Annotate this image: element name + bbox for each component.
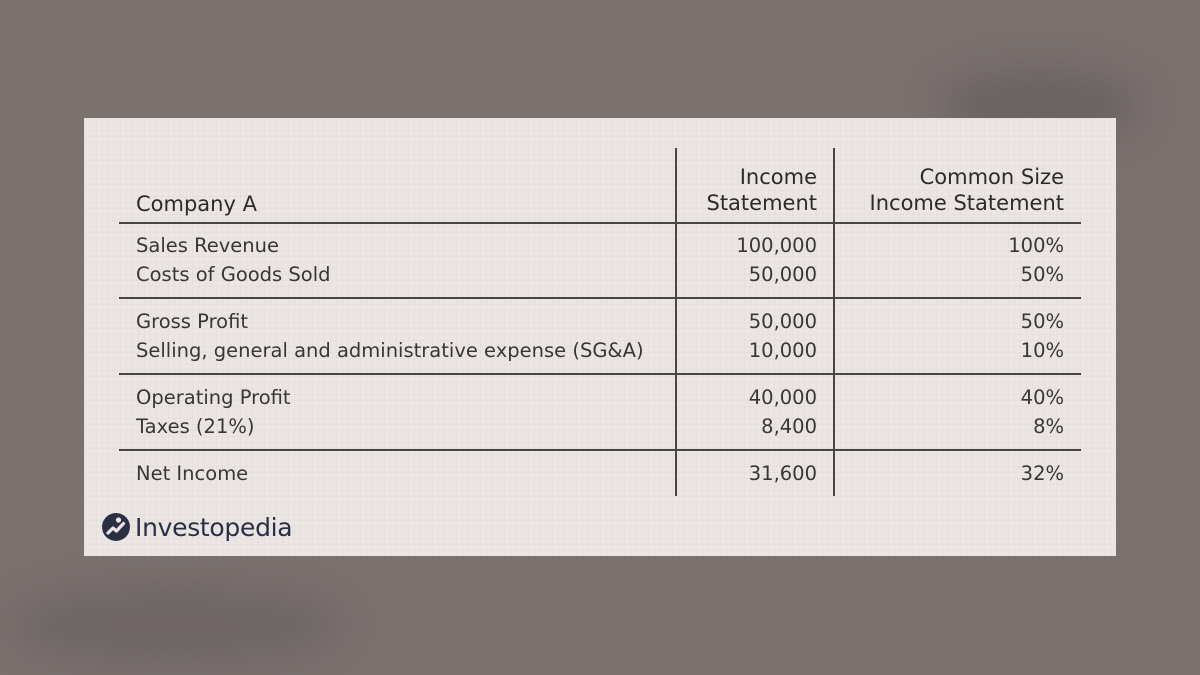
table-row-group [119,375,1081,451]
brand-name: Investopedia [135,512,293,542]
background-blur-shape [10,585,340,665]
row-labels [119,375,675,449]
row-value: 50,000 [748,263,817,286]
row-value: 10,000 [748,339,817,362]
income-statement-table [119,148,1081,496]
row-percent: 40% [1020,386,1064,409]
row-labels [119,299,675,373]
row-percent: 8% [1033,415,1064,438]
row-percent: 50% [1020,263,1064,286]
row-value: 40,000 [748,386,817,409]
row-label: Taxes (21%) [136,415,255,438]
row-label: Net Income [136,462,249,485]
header-line: Common Size [919,165,1064,189]
table-row-group [119,224,1081,299]
row-labels [119,224,675,297]
row-label: Operating Profit [136,386,291,409]
percent-values [833,299,1081,373]
income-statement-card [84,118,1116,556]
row-labels [119,451,675,496]
row-value: 8,400 [761,415,817,438]
row-percent: 100% [1008,234,1064,257]
investopedia-logo-icon [101,512,131,542]
income-values [675,451,833,496]
row-label: Gross Profit [136,310,249,333]
row-percent: 32% [1020,462,1064,485]
row-value: 100,000 [736,234,817,257]
table-header-row [119,148,1081,224]
row-label: Selling, general and administrative expense (SG&A) [136,339,644,362]
investopedia-logo [101,512,292,542]
header-line: Statement [706,191,817,215]
row-value: 50,000 [748,310,817,333]
row-label: Sales Revenue [136,234,280,257]
percent-values [833,224,1081,297]
income-values [675,375,833,449]
income-values [675,299,833,373]
percent-values [833,451,1081,496]
company-label: Company A [136,192,257,216]
row-percent: 10% [1020,339,1064,362]
table-row-group [119,451,1081,496]
header-line: Income Statement [869,191,1064,215]
table-row-group [119,299,1081,375]
income-statement-column-header [675,148,833,222]
row-percent: 50% [1020,310,1064,333]
row-value: 31,600 [748,462,817,485]
row-label: Costs of Goods Sold [136,263,331,286]
percent-values [833,375,1081,449]
common-size-column-header [833,148,1081,222]
header-line: Income [739,165,817,189]
income-values [675,224,833,297]
